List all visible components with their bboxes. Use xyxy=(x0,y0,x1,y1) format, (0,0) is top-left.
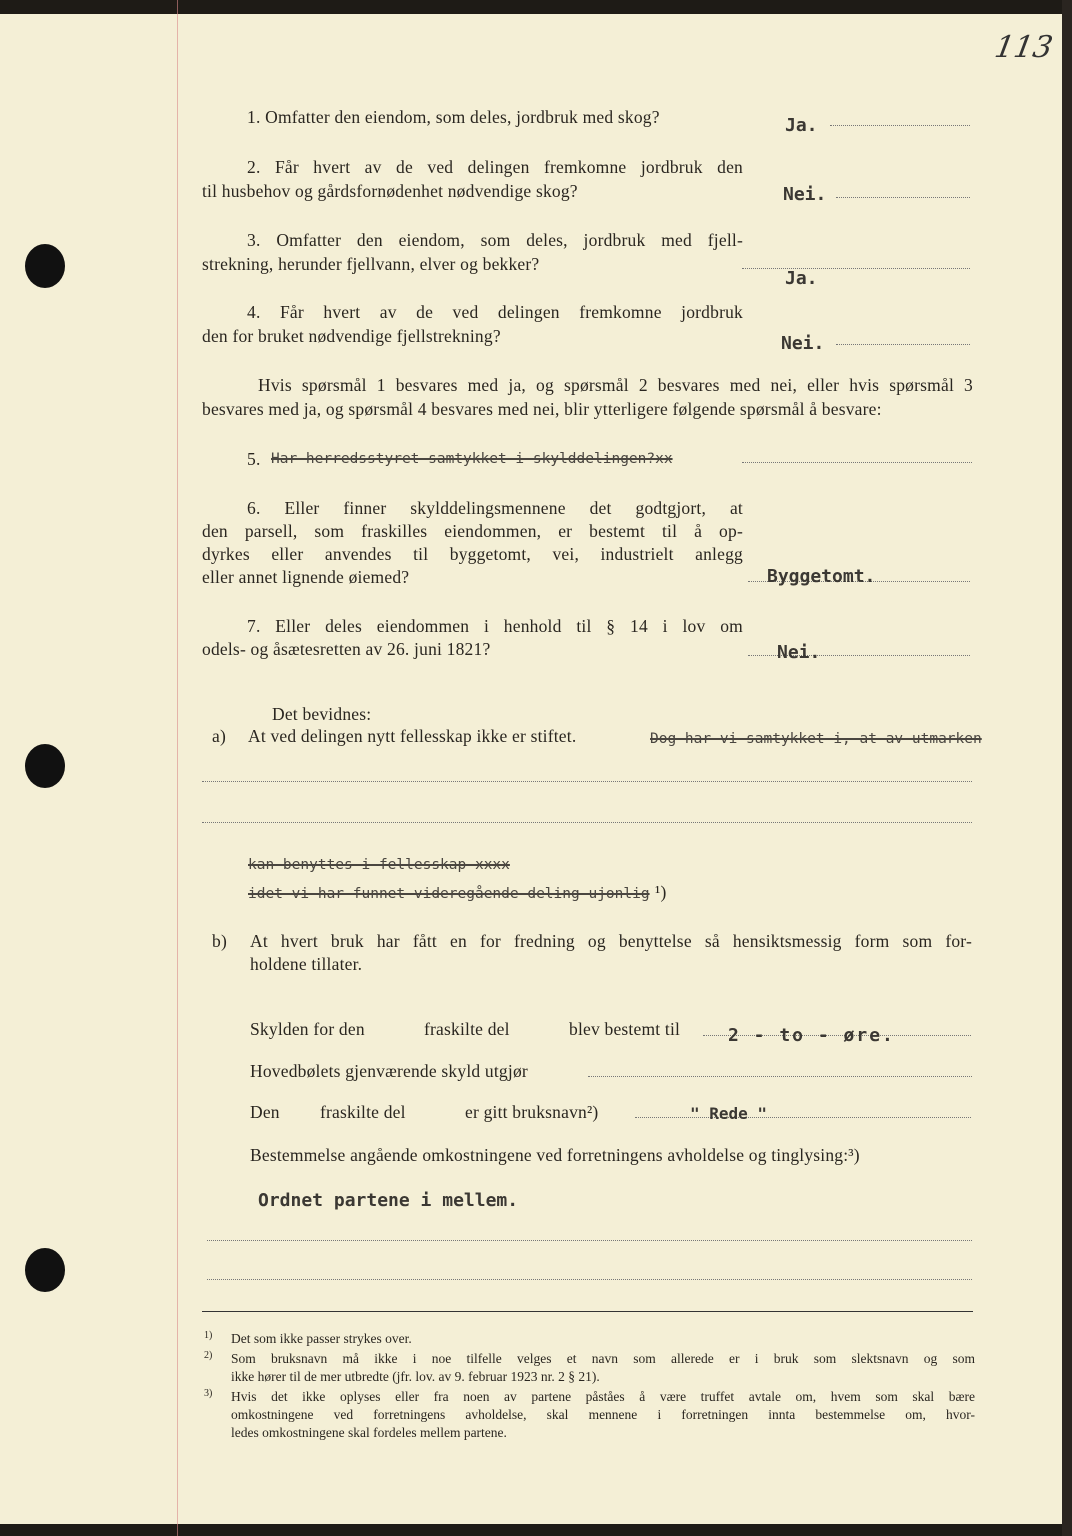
answer-3: Ja. xyxy=(785,268,818,289)
answer-4: Nei. xyxy=(781,333,825,354)
fraskilte2-label: fraskilte del xyxy=(320,1102,406,1122)
footnote-3-line3: ledes omkostningene skal fordeles mellem partene. xyxy=(231,1425,507,1440)
item-b-line1: At hvert bruk har fått en for fredning og benyttelse så hensiktsmessig form som for- xyxy=(250,931,972,951)
question-6-line1: 6. Eller finner skylddelingsmennene det godtgjort, at xyxy=(247,498,743,518)
bestemmelse-value: Ordnet partene i mellem. xyxy=(258,1190,519,1211)
question-4-line1: 4. Får hvert av de ved delingen fremkomne jordbruk xyxy=(247,302,743,322)
answer-line xyxy=(830,125,970,126)
footnote-1-mark: 1) xyxy=(204,1330,213,1341)
footnote-3-line2: omkostningene ved forretningens avholdelse, skal mennene i forretningen innta bestemmelse om, hvor- xyxy=(231,1407,975,1422)
question-6-line3: dyrkes eller anvendes til byggetomt, vei, industrielt anlegg xyxy=(202,544,743,564)
footnote-1: Det som ikke passer strykes over. xyxy=(231,1331,412,1346)
answer-line xyxy=(836,344,970,345)
question-7-line1: 7. Eller deles eiendommen i henhold til § 14 i lov om xyxy=(247,616,743,636)
footnote-divider xyxy=(202,1311,973,1312)
scan-edge-right xyxy=(1062,0,1072,1536)
item-a-struck: Dog har vi samtykket i, at av utmarken xyxy=(650,731,982,747)
margin-line xyxy=(177,0,178,1536)
blank-line xyxy=(207,1279,972,1280)
page-number: 113 xyxy=(991,30,1056,65)
item-b-label: b) xyxy=(212,931,227,951)
skylden-label: Skylden for den xyxy=(250,1019,365,1039)
question-2-line2: til husbehov og gårdsfornødenhet nødvendige skog? xyxy=(202,181,578,201)
question-4-line2: den for bruket nødvendige fjellstrekning? xyxy=(202,326,501,346)
item-a-struck-3: idet vi har funnet videregående deling ujonlig xyxy=(248,886,650,902)
den-label: Den xyxy=(250,1102,280,1122)
blank-line xyxy=(207,1240,972,1241)
blank-line xyxy=(202,781,972,782)
blev-label: blev bestemt til xyxy=(569,1019,681,1039)
scan-edge-top xyxy=(0,0,1072,14)
item-a-footnote-mark: ¹) xyxy=(655,882,667,902)
question-2-line1: 2. Får hvert av de ved delingen fremkomne jordbruk den xyxy=(247,157,743,177)
item-a-label: a) xyxy=(212,726,226,746)
footnote-2-mark: 2) xyxy=(204,1350,213,1361)
punch-hole xyxy=(25,1248,65,1292)
footnote-3-mark: 3) xyxy=(204,1388,213,1399)
question-6-line4: eller annet lignende øiemed? xyxy=(202,567,410,587)
question-5-number: 5. xyxy=(247,449,261,469)
answer-line xyxy=(742,462,972,463)
question-1: 1. Omfatter den eiendom, som deles, jordbruk med skog? xyxy=(247,107,660,127)
question-5-struck: Har herredsstyret samtykket i skylddelingen?xx xyxy=(271,451,673,467)
question-6-line2: den parsell, som fraskilles eiendommen, er bestemt til å op- xyxy=(202,521,743,541)
condition-line2: besvares med ja, og spørsmål 4 besvares med nei, blir ytterligere følgende spørsmål å besvare: xyxy=(202,399,882,419)
item-b-line2: holdene tillater. xyxy=(250,954,363,974)
answer-line xyxy=(742,268,970,269)
footnote-2-line1: Som bruksnavn må ikke i noe tilfelle velges et navn som allerede er i bruk som slektsnavn og som xyxy=(231,1351,975,1366)
scan-edge-bottom xyxy=(0,1524,1072,1536)
answer-2: Nei. xyxy=(783,184,827,205)
answer-line xyxy=(836,197,970,198)
skylden-value: 2 - to - øre. xyxy=(728,1025,895,1046)
item-a-struck-2: kan benyttes i fellesskap xxxx xyxy=(248,857,510,873)
punch-hole xyxy=(25,244,65,288)
answer-line xyxy=(635,1117,971,1118)
answer-6: Byggetomt. xyxy=(767,566,876,587)
footnote-3-line1: Hvis det ikke oplyses eller fra noen av partene påståes å være truffet avtale om, hvem som skal bære xyxy=(231,1389,975,1404)
blank-line xyxy=(202,822,972,823)
punch-hole xyxy=(25,744,65,788)
bruksnavn-label: er gitt bruksnavn²) xyxy=(465,1102,599,1122)
bruksnavn-value: " Rede " xyxy=(690,1104,768,1123)
footnote-2-line2: ikke hører til de mer utbredte (jfr. lov. av 9. februar 1923 nr. 2 § 21). xyxy=(231,1369,600,1384)
question-3-line1: 3. Omfatter den eiendom, som deles, jordbruk med fjell- xyxy=(247,230,743,250)
item-a-text: At ved delingen nytt fellesskap ikke er stiftet. xyxy=(248,726,577,746)
condition-line1: Hvis spørsmål 1 besvares med ja, og spørsmål 2 besvares med nei, eller hvis spørsmål 3 xyxy=(258,375,973,395)
certification-heading: Det bevidnes: xyxy=(272,704,372,724)
bestemmelse-label: Bestemmelse angående omkostningene ved forretningens avholdelse og tinglysing:³) xyxy=(250,1145,860,1165)
answer-line xyxy=(588,1076,972,1077)
answer-7: Nei. xyxy=(777,642,821,663)
fraskilte-label: fraskilte del xyxy=(424,1019,510,1039)
question-3-line2: strekning, herunder fjellvann, elver og bekker? xyxy=(202,254,540,274)
hovedbol-label: Hovedbølets gjenværende skyld utgjør xyxy=(250,1061,528,1081)
question-7-line2: odels- og åsætesretten av 26. juni 1821? xyxy=(202,639,491,659)
answer-1: Ja. xyxy=(785,115,818,136)
